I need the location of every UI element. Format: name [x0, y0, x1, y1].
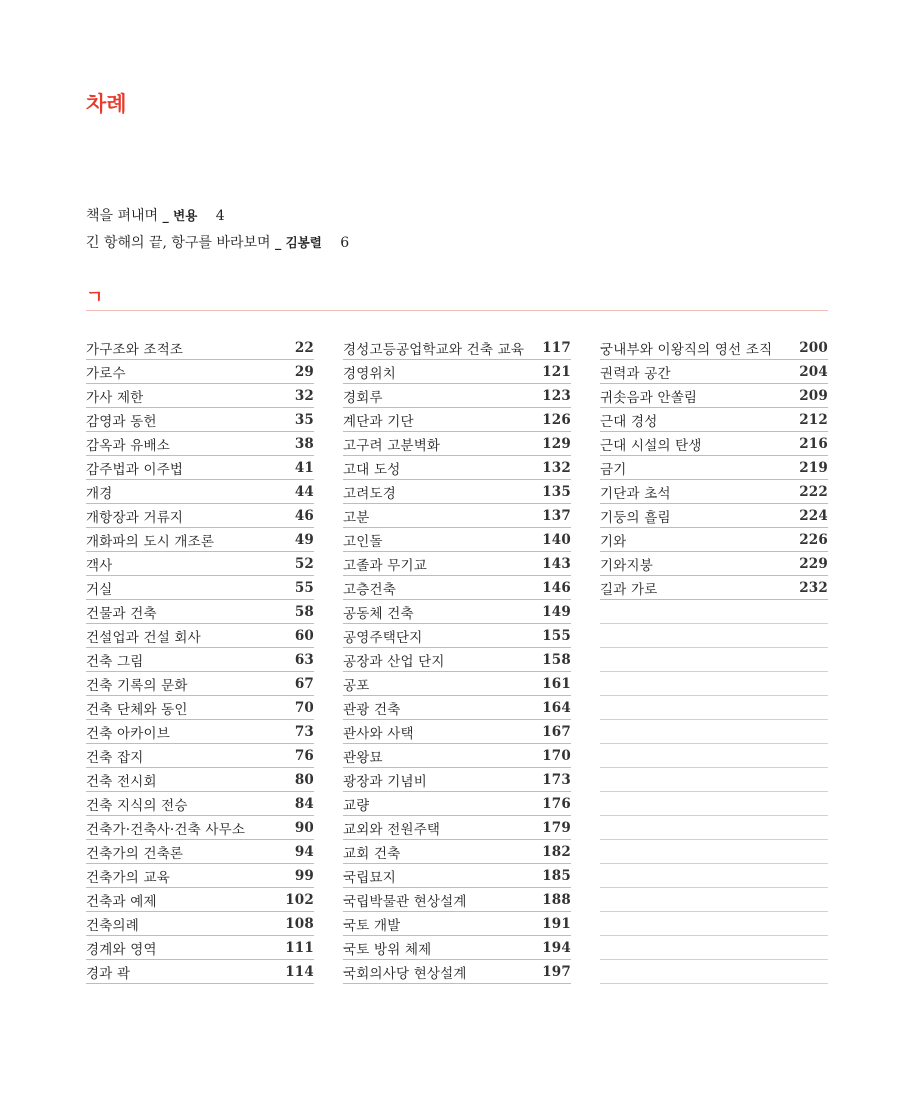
toc-entry-page: 99: [294, 867, 314, 884]
toc-entry-page: 60: [294, 627, 314, 644]
blank-rule-line: [600, 624, 828, 648]
toc-entry[interactable]: [86, 648, 314, 672]
toc-entry-title: 건축가의 교육: [86, 869, 170, 886]
toc-entry-title: 경영위치: [343, 365, 396, 382]
toc-entry[interactable]: [343, 480, 571, 504]
toc-entry-title: 건축가·건축사·건축 사무소: [86, 821, 246, 838]
toc-entry[interactable]: [86, 768, 314, 792]
toc-entry-page: 212: [799, 411, 828, 428]
toc-entry[interactable]: [600, 504, 828, 528]
toc-entry-title: 공영주택단지: [343, 629, 423, 646]
toc-entry-title: 국토 방위 체제: [343, 941, 432, 958]
toc-entry[interactable]: [343, 336, 571, 360]
toc-column-1: [86, 336, 314, 984]
toc-entry[interactable]: [343, 432, 571, 456]
toc-entry-page: 216: [799, 435, 828, 452]
toc-entry[interactable]: [86, 504, 314, 528]
toc-entry-title: 경계와 영역: [86, 941, 157, 958]
toc-entry-page: 155: [542, 627, 571, 644]
toc-entry-title: 국회의사당 현상설계: [343, 965, 467, 982]
toc-entry-page: 194: [542, 939, 571, 956]
toc-entry[interactable]: [86, 792, 314, 816]
section-letter: ㄱ: [86, 287, 104, 308]
toc-entry[interactable]: [86, 816, 314, 840]
intro-title: 긴 항해의 끝, 항구를 바라보며: [86, 235, 271, 251]
toc-entry[interactable]: [86, 480, 314, 504]
toc-entry[interactable]: [343, 744, 571, 768]
toc-entry-page: 90: [294, 819, 314, 836]
toc-entry[interactable]: [86, 696, 314, 720]
toc-entry-page: 63: [294, 651, 314, 668]
toc-entry-title: 가구조와 조적조: [86, 341, 184, 358]
toc-entry[interactable]: [343, 888, 571, 912]
intro-author: _ 변용: [162, 208, 198, 223]
toc-entry-page: 123: [542, 387, 571, 404]
blank-rule-line: [600, 648, 828, 672]
toc-entry-title: 궁내부와 이왕직의 영선 조직: [600, 341, 773, 358]
toc-entry[interactable]: [600, 528, 828, 552]
toc-entry-page: 22: [294, 339, 314, 356]
toc-entry-page: 146: [542, 579, 571, 596]
blank-rule-line: [600, 696, 828, 720]
toc-entry[interactable]: [86, 456, 314, 480]
toc-entry-page: 232: [799, 579, 828, 596]
toc-entry-page: 102: [285, 891, 314, 908]
toc-entry-title: 교외와 전원주택: [343, 821, 441, 838]
toc-entry-page: 179: [542, 819, 571, 836]
toc-entry[interactable]: [86, 576, 314, 600]
toc-entry-page: 76: [294, 747, 314, 764]
toc-entry-title: 감옥과 유배소: [86, 437, 170, 454]
blank-rule-line: [600, 600, 828, 624]
toc-entry-title: 금기: [600, 461, 627, 478]
toc-entry-title: 가사 제한: [86, 389, 144, 406]
blank-rule-line: [600, 960, 828, 984]
toc-entry-title: 건축 아카이브: [86, 725, 170, 742]
toc-entry[interactable]: [343, 528, 571, 552]
toc-entry-title: 고대 도성: [343, 461, 401, 478]
toc-entry-title: 경과 곽: [86, 965, 131, 982]
toc-entry-title: 건물과 건축: [86, 605, 157, 622]
toc-entry-title: 건축 지식의 전승: [86, 797, 188, 814]
toc-entry[interactable]: [600, 552, 828, 576]
toc-entry-title: 건축의례: [86, 917, 139, 934]
toc-entry-title: 건축가의 건축론: [86, 845, 184, 862]
toc-entry-title: 객사: [86, 557, 113, 574]
toc-entry-title: 공포: [343, 677, 370, 694]
toc-entry-page: 226: [799, 531, 828, 548]
toc-entry-title: 교량: [343, 797, 370, 814]
toc-entry[interactable]: [343, 600, 571, 624]
toc-entry[interactable]: [86, 432, 314, 456]
toc-entry-title: 근대 경성: [600, 413, 658, 430]
toc-entry[interactable]: [343, 384, 571, 408]
toc-entry-page: 161: [542, 675, 571, 692]
blank-rule-line: [600, 864, 828, 888]
toc-entry-title: 건축 잡지: [86, 749, 144, 766]
intro-page: 6: [340, 235, 350, 251]
toc-entry-page: 224: [799, 507, 828, 524]
toc-entry[interactable]: [86, 552, 314, 576]
intro-title: 책을 펴내며: [86, 208, 159, 224]
toc-entry-page: 229: [799, 555, 828, 572]
toc-entry-page: 117: [542, 339, 571, 356]
toc-entry-page: 200: [799, 339, 828, 356]
toc-entry-title: 고층건축: [343, 581, 396, 598]
toc-entry[interactable]: [343, 792, 571, 816]
toc-entry[interactable]: [600, 432, 828, 456]
toc-entry[interactable]: [343, 720, 571, 744]
toc-entry-page: 35: [294, 411, 314, 428]
toc-entry[interactable]: [86, 840, 314, 864]
toc-entry[interactable]: [86, 624, 314, 648]
toc-entry-page: 197: [542, 963, 571, 980]
toc-entry-page: 44: [294, 483, 314, 500]
toc-entry-page: 70: [294, 699, 314, 716]
toc-entry-title: 개경: [86, 485, 113, 502]
toc-entry[interactable]: [86, 408, 314, 432]
toc-entry[interactable]: [343, 864, 571, 888]
toc-entry-page: 73: [294, 723, 314, 740]
toc-entry-page: 182: [542, 843, 571, 860]
toc-entry[interactable]: [343, 816, 571, 840]
toc-entry-title: 계단과 기단: [343, 413, 414, 430]
toc-entry-page: 204: [799, 363, 828, 380]
toc-entry-page: 52: [294, 555, 314, 572]
toc-entry[interactable]: [86, 744, 314, 768]
toc-entry-page: 188: [542, 891, 571, 908]
toc-entry[interactable]: [343, 456, 571, 480]
toc-entry-page: 149: [542, 603, 571, 620]
toc-entry-title: 고분: [343, 509, 370, 526]
toc-entry-title: 광장과 기념비: [343, 773, 427, 790]
toc-entry-page: 158: [542, 651, 571, 668]
toc-entry-page: 29: [294, 363, 314, 380]
blank-rule-line: [600, 912, 828, 936]
toc-entry-title: 개항장과 거류지: [86, 509, 184, 526]
toc-entry[interactable]: [343, 648, 571, 672]
intro-entry[interactable]: [86, 205, 225, 225]
toc-entry-title: 개화파의 도시 개조론: [86, 533, 215, 550]
toc-entry-title: 감주법과 이주법: [86, 461, 184, 478]
toc-entry[interactable]: [600, 408, 828, 432]
toc-entry[interactable]: [86, 384, 314, 408]
toc-entry-title: 기단과 초석: [600, 485, 671, 502]
toc-entry[interactable]: [86, 672, 314, 696]
toc-entry-title: 길과 가로: [600, 581, 658, 598]
toc-entry[interactable]: [343, 912, 571, 936]
toc-entry-title: 건축과 예제: [86, 893, 157, 910]
toc-entry-title: 국립묘지: [343, 869, 396, 886]
section-divider: [86, 310, 828, 311]
toc-entry[interactable]: [600, 480, 828, 504]
toc-entry-page: 108: [285, 915, 314, 932]
toc-entry-page: 55: [294, 579, 314, 596]
intro-author: _ 김봉렬: [275, 235, 322, 250]
toc-entry-page: 222: [799, 483, 828, 500]
toc-entry-title: 경성고등공업학교와 건축 교육: [343, 341, 525, 358]
toc-entry-page: 191: [542, 915, 571, 932]
toc-entry-title: 국토 개발: [343, 917, 401, 934]
toc-entry-page: 46: [294, 507, 314, 524]
toc-entry[interactable]: [343, 408, 571, 432]
toc-entry-title: 권력과 공간: [600, 365, 671, 382]
toc-entry-page: 164: [542, 699, 571, 716]
toc-entry-page: 140: [542, 531, 571, 548]
toc-entry[interactable]: [600, 336, 828, 360]
toc-entry-title: 거실: [86, 581, 113, 598]
toc-entry[interactable]: [600, 456, 828, 480]
toc-entry-title: 고인돌: [343, 533, 383, 550]
toc-entry-title: 기와: [600, 533, 627, 550]
toc-entry-title: 건축 그림: [86, 653, 144, 670]
blank-rule-line: [600, 888, 828, 912]
toc-entry-page: 67: [294, 675, 314, 692]
toc-entry[interactable]: [86, 600, 314, 624]
toc-entry-title: 고구려 고분벽화: [343, 437, 441, 454]
intro-entry[interactable]: [86, 232, 349, 252]
toc-column-3: [600, 336, 828, 984]
toc-entry-page: 94: [294, 843, 314, 860]
toc-entry-title: 감영과 동헌: [86, 413, 157, 430]
toc-entry-title: 귀솟음과 안쏠림: [600, 389, 698, 406]
toc-entry-page: 167: [542, 723, 571, 740]
toc-entry-page: 185: [542, 867, 571, 884]
toc-entry-title: 국립박물관 현상설계: [343, 893, 467, 910]
toc-entry[interactable]: [86, 528, 314, 552]
toc-entry[interactable]: [343, 504, 571, 528]
blank-rule-line: [600, 744, 828, 768]
blank-rule-line: [600, 768, 828, 792]
toc-entry[interactable]: [86, 864, 314, 888]
toc-entry-page: 170: [542, 747, 571, 764]
toc-entry[interactable]: [600, 576, 828, 600]
toc-entry-title: 건축 단체와 동인: [86, 701, 188, 718]
blank-rule-line: [600, 816, 828, 840]
toc-entry[interactable]: [86, 960, 314, 984]
toc-entry[interactable]: [343, 576, 571, 600]
toc-entry-title: 공동체 건축: [343, 605, 414, 622]
toc-entry-title: 고려도경: [343, 485, 396, 502]
toc-entry-page: 137: [542, 507, 571, 524]
toc-entry-title: 고졸과 무기교: [343, 557, 427, 574]
toc-entry[interactable]: [343, 696, 571, 720]
toc-entry-title: 기와지붕: [600, 557, 653, 574]
toc-entry-page: 129: [542, 435, 571, 452]
blank-rule-line: [600, 936, 828, 960]
toc-entry[interactable]: [343, 552, 571, 576]
toc-entry[interactable]: [86, 936, 314, 960]
toc-entry[interactable]: [343, 960, 571, 984]
blank-rule-line: [600, 792, 828, 816]
toc-entry-page: 111: [285, 939, 314, 956]
toc-entry-title: 건축 기록의 문화: [86, 677, 188, 694]
toc-entry-title: 관사와 사택: [343, 725, 414, 742]
toc-entry[interactable]: [600, 384, 828, 408]
toc-entry-page: 143: [542, 555, 571, 572]
toc-entry-page: 58: [294, 603, 314, 620]
toc-entry-page: 121: [542, 363, 571, 380]
toc-entry[interactable]: [343, 624, 571, 648]
toc-entry-page: 176: [542, 795, 571, 812]
toc-entry-page: 84: [294, 795, 314, 812]
toc-entry[interactable]: [343, 360, 571, 384]
toc-entry-title: 근대 시설의 탄생: [600, 437, 702, 454]
intro-page: 4: [215, 208, 225, 224]
toc-entry-page: 114: [285, 963, 314, 980]
toc-entry-title: 공장과 산업 단지: [343, 653, 445, 670]
page-title: 차례: [86, 92, 127, 116]
toc-entry[interactable]: [343, 672, 571, 696]
toc-entry-title: 건축 전시회: [86, 773, 157, 790]
toc-entry-page: 173: [542, 771, 571, 788]
toc-entry-page: 49: [294, 531, 314, 548]
toc-column-2: [343, 336, 571, 984]
toc-entry-title: 기둥의 흘림: [600, 509, 671, 526]
toc-entry-page: 209: [799, 387, 828, 404]
toc-entry[interactable]: [343, 768, 571, 792]
toc-entry[interactable]: [86, 336, 314, 360]
toc-entry[interactable]: [343, 840, 571, 864]
toc-entry[interactable]: [600, 360, 828, 384]
toc-entry-title: 관왕묘: [343, 749, 383, 766]
toc-entry-page: 80: [294, 771, 314, 788]
toc-entry[interactable]: [86, 360, 314, 384]
toc-entry[interactable]: [86, 912, 314, 936]
toc-entry-page: 132: [542, 459, 571, 476]
toc-entry-page: 126: [542, 411, 571, 428]
blank-rule-line: [600, 840, 828, 864]
toc-entry-page: 135: [542, 483, 571, 500]
toc-entry-title: 교회 건축: [343, 845, 401, 862]
toc-entry-title: 가로수: [86, 365, 126, 382]
toc-entry-title: 관광 건축: [343, 701, 401, 718]
toc-entry-page: 41: [294, 459, 314, 476]
toc-entry-page: 32: [294, 387, 314, 404]
toc-entry-title: 경회루: [343, 389, 383, 406]
blank-rule-line: [600, 720, 828, 744]
toc-entry[interactable]: [86, 888, 314, 912]
toc-entry-title: 건설업과 건설 회사: [86, 629, 201, 646]
blank-rule-line: [600, 672, 828, 696]
toc-entry-page: 219: [799, 459, 828, 476]
toc-entry-page: 38: [294, 435, 314, 452]
toc-entry[interactable]: [86, 720, 314, 744]
toc-entry[interactable]: [343, 936, 571, 960]
